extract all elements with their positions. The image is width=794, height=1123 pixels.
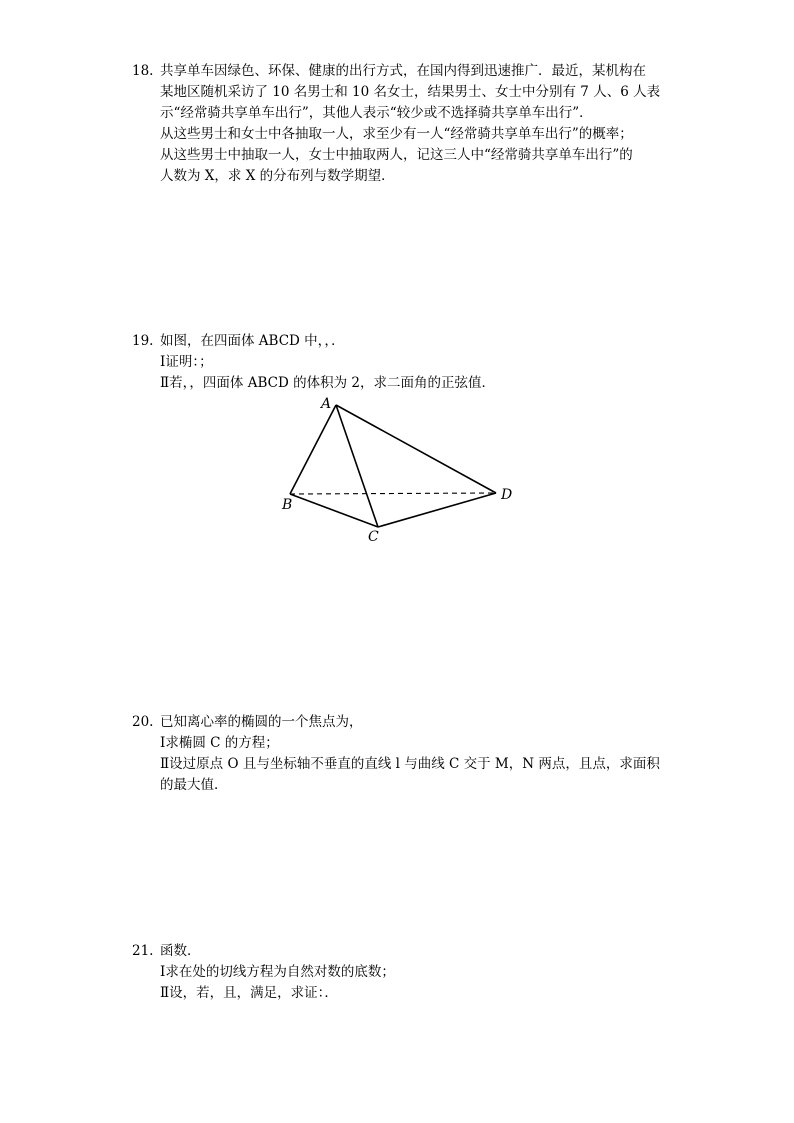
question-text-line: 函数．: [160, 943, 201, 959]
question-text-line: 已知离心率的椭圆的一个焦点为，: [160, 714, 363, 730]
edge-bc: [290, 494, 378, 527]
tetrahedron-figure: [270, 390, 530, 550]
question-21: [132, 941, 672, 1004]
question-text-line: 从这些男士和女士中各抽取一人，求至少有一人“经常骑共享单车出行”的概率；: [160, 126, 633, 142]
question-text-line: Ⅰ求在处的切线方程为自然对数的底数；: [160, 964, 395, 980]
question-number: 19.: [132, 333, 154, 349]
vertex-label-d: D: [501, 487, 513, 503]
edge-bd-hidden: [290, 493, 496, 494]
question-text-line: 从这些男士中抽取一人，女士中抽取两人，记这三人中“经常骑共享单车出行”的: [160, 147, 633, 163]
question-text-line: Ⅱ设过原点 O 且与坐标轴不垂直的直线 l 与曲线 C 交于 M，N 两点，且点，求面积: [160, 756, 660, 772]
question-number: 18.: [132, 63, 154, 79]
question-number: 20.: [132, 714, 154, 730]
edge-ac: [336, 405, 378, 527]
question-text-line: 如图，在四面体 ABCD 中，，．: [160, 333, 345, 349]
question-text-line: Ⅱ若，，四面体 ABCD 的体积为 2，求二面角的正弦值．: [160, 375, 495, 391]
question-number: 21.: [132, 943, 154, 959]
question-18: [132, 61, 672, 187]
question-text-line: 共享单车因绿色、环保、健康的出行方式，在国内得到迅速推广．最近，某机构在: [160, 63, 646, 79]
question-text-line: 的最大值．: [160, 777, 228, 793]
edge-cd: [378, 493, 496, 527]
question-text-line: 某地区随机采访了 10 名男士和 10 名女士，结果男士、女士中分别有 7 人、6 人表: [160, 84, 661, 100]
question-text-line: 示“经常骑共享单车出行”，其他人表示“较少或不选择骑共享单车出行”．: [160, 105, 593, 121]
question-19: [132, 331, 672, 394]
question-text-line: Ⅰ求椭圆 C 的方程；: [160, 735, 279, 751]
vertex-label-b: B: [282, 497, 293, 513]
question-text-line: Ⅱ设，若，且，满足，求证：．: [160, 985, 338, 1001]
edge-ad: [336, 405, 496, 493]
question-20: [132, 712, 672, 796]
question-text-line: 人数为 X，求 X 的分布列与数学期望．: [160, 168, 395, 184]
edge-ab: [290, 405, 336, 494]
vertex-label-c: C: [368, 529, 379, 545]
question-text-line: Ⅰ证明：；: [160, 354, 213, 370]
vertex-label-a: A: [321, 396, 332, 412]
